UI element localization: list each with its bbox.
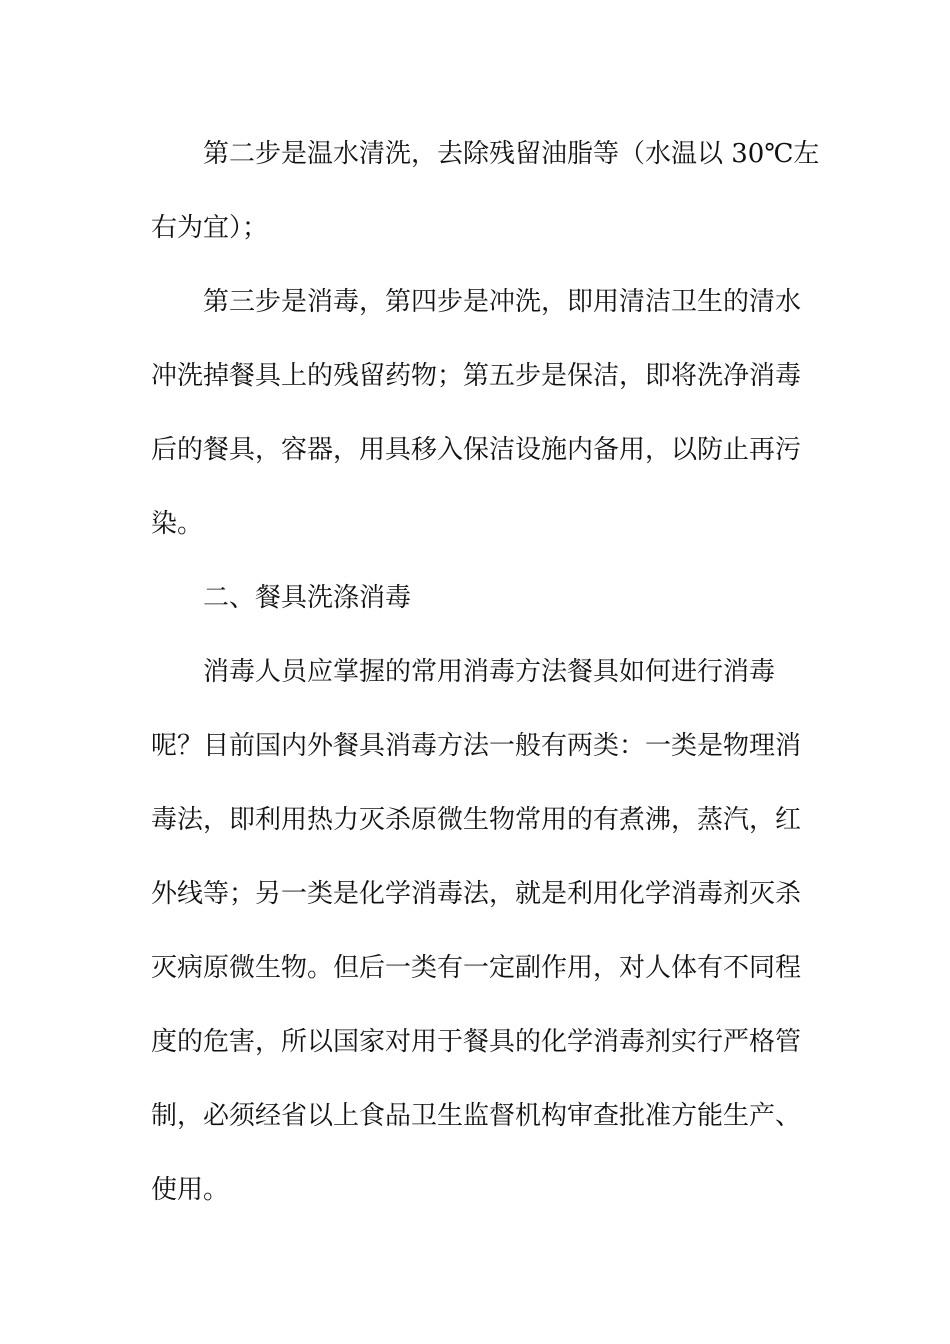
paragraph-line: 毒法，即利用热力灭杀原微生物常用的有煮沸，蒸汽，红 bbox=[151, 805, 802, 835]
paragraph-line: 度的危害，所以国家对用于餐具的化学消毒剂实行严格管 bbox=[151, 1027, 802, 1057]
paragraph-line: 使用。 bbox=[151, 1175, 230, 1205]
section-heading: 二、餐具洗涤消毒 bbox=[203, 583, 412, 613]
paragraph-line: 后的餐具，容器，用具移入保洁设施内备用，以防止再污 bbox=[151, 435, 802, 465]
paragraph-line: 右为宜）； bbox=[151, 213, 269, 243]
paragraph-line: 消毒人员应掌握的常用消毒方法餐具如何进行消毒 bbox=[203, 657, 776, 687]
paragraph-line: 灭病原微生物。但后一类有一定副作用，对人体有不同程 bbox=[151, 953, 802, 983]
paragraph-line: 呢？目前国内外餐具消毒方法一般有两类：一类是物理消 bbox=[151, 731, 802, 761]
paragraph-line: 染。 bbox=[151, 509, 204, 539]
paragraph-line: 第三步是消毒，第四步是冲洗，即用清洁卫生的清水 bbox=[203, 287, 802, 317]
paragraph-line: 冲洗掉餐具上的残留药物；第五步是保洁，即将洗净消毒 bbox=[151, 361, 802, 391]
paragraph-line: 制，必须经省以上食品卫生监督机构审查批准方能生产、 bbox=[151, 1101, 802, 1131]
paragraph-line: 第二步是温水清洗，去除残留油脂等（水温以 30℃左 bbox=[203, 139, 820, 169]
paragraph-line: 外线等；另一类是化学消毒法，就是利用化学消毒剂灭杀 bbox=[151, 879, 802, 909]
